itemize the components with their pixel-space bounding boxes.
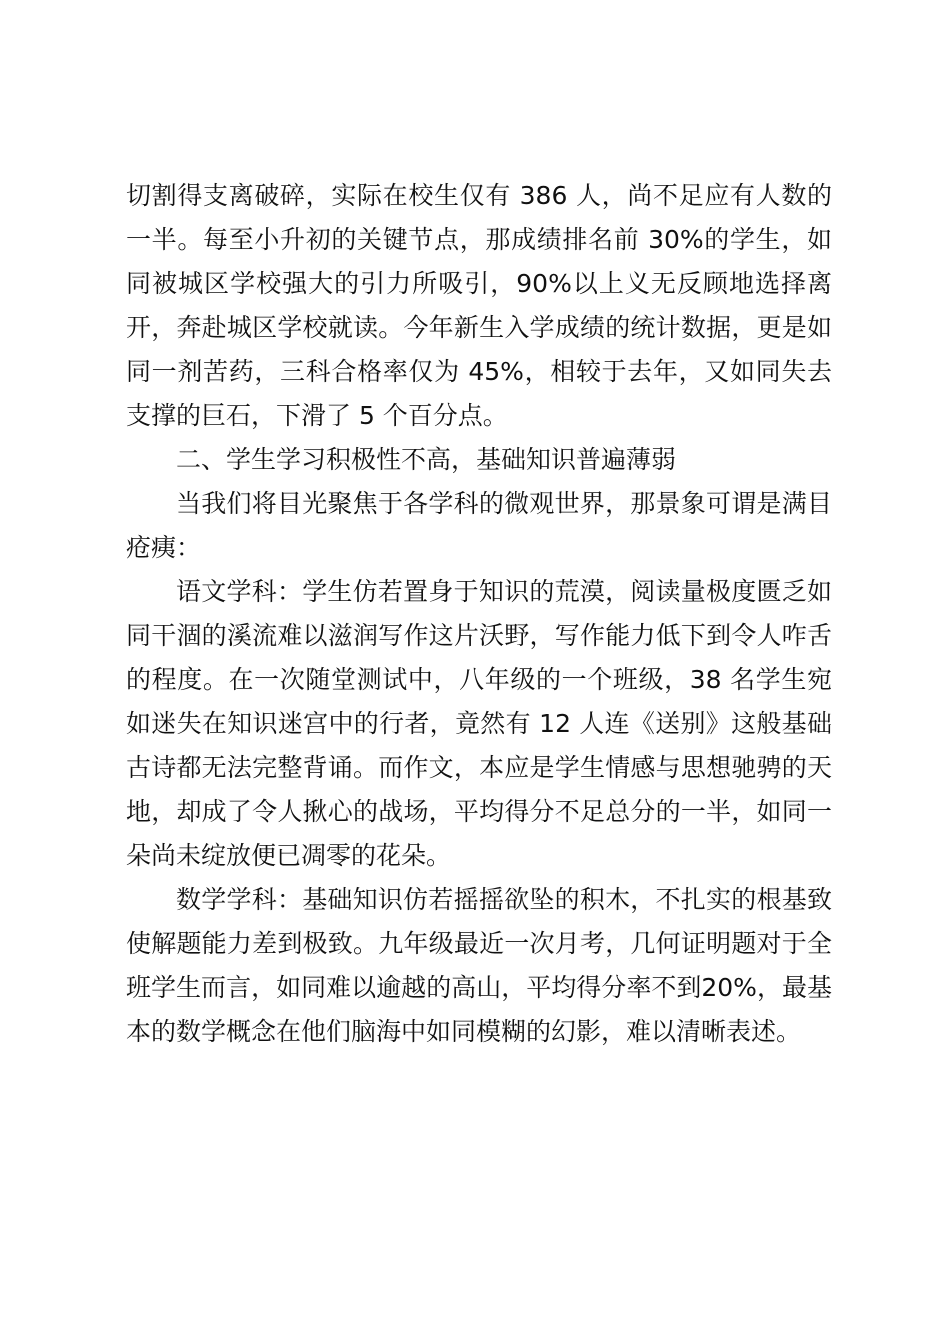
document-body	[126, 174, 832, 1054]
paragraph-subjects-intro: 当我们将目光聚焦于各学科的微观世界，那景象可谓是满目疮痍：	[126, 489, 832, 562]
paragraph-enrollment: 切割得支离破碎，实际在校生仅有 386 人，尚不足应有人数的一半。每至小升初的关键节点，那成绩排名前 30%的学生，如同被城区学校强大的引力所吸引，90%以上义无反顾地选择离开，奔赴城区学校就读。今年新生入学成绩的统计数据，更是如同一剂苦药，三科合格率仅为 45%，相较于去年，又如同失去支撑的巨石，下滑了 5 个百分点。	[126, 181, 832, 430]
paragraph-chinese-subject: 语文学科：学生仿若置身于知识的荒漠，阅读量极度匮乏如同干涸的溪流难以滋润写作这片沃野，写作能力低下到令人咋舌的程度。在一次随堂测试中，八年级的一个班级，38 名学生宛如迷失在知识迷宫中的行者，竟然有 12 人连《送别》这般基础古诗都无法完整背诵。而作文，本应是学生情感与思想驰骋的天地，却成了令人揪心的战场，平均得分不足总分的一半，如同一朵尚未绽放便已凋零的花朵。	[126, 577, 832, 870]
section-heading-2: 二、学生学习积极性不高，基础知识普遍薄弱	[176, 445, 677, 474]
paragraph-math-subject: 数学学科：基础知识仿若摇摇欲坠的积木，不扎实的根基致使解题能力差到极致。九年级最近一次月考，几何证明题对于全班学生而言，如同难以逾越的高山，平均得分率不到20%，最基本的数学概念在他们脑海中如同模糊的幻影，难以清晰表述。	[126, 885, 832, 1046]
